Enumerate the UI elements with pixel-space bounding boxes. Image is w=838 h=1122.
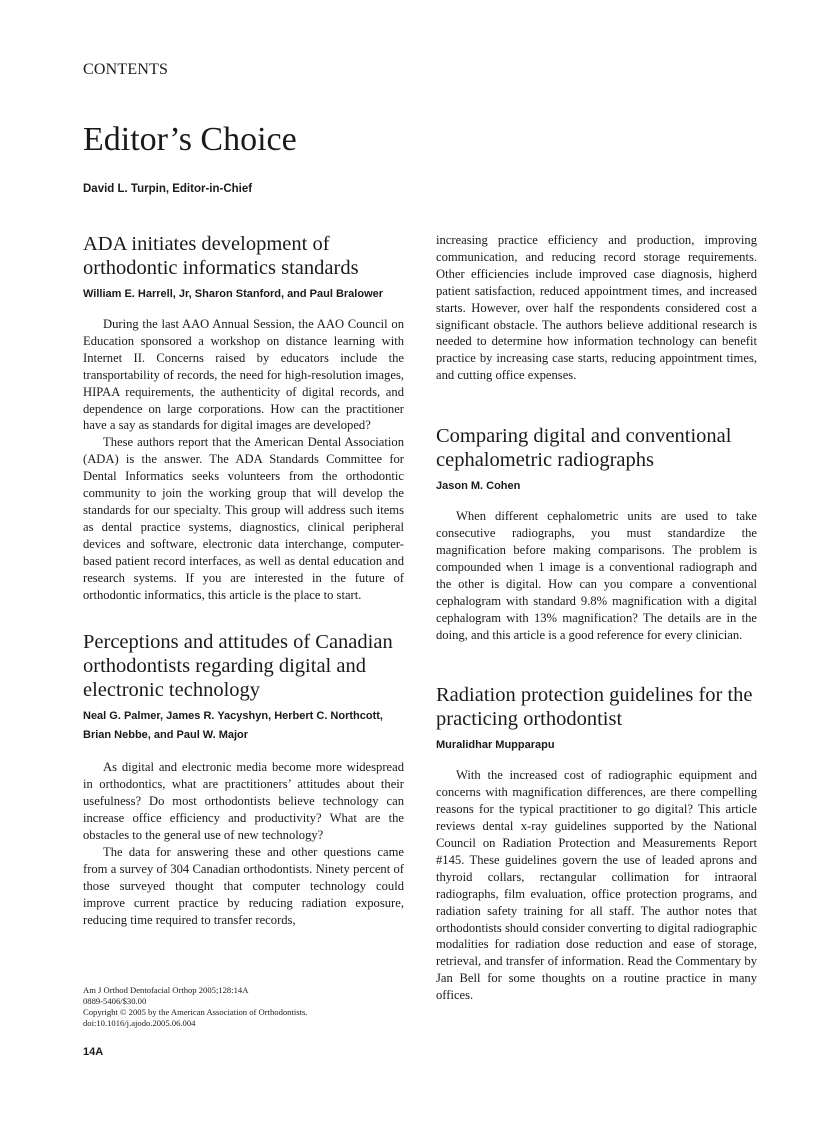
article-body [83,759,404,928]
doi: doi:10.1016/j.ajodo.2005.06.004 [83,1018,196,1028]
article-paragraph: With the increased cost of radiographic equipment and concerns with magnification differences, are there compelling reasons for the typical practitioner to go digital? This article reviews dental x-ray guidelines supported by the National Council on Radiation Protection and Measurements Report #145. These guidelines govern the use of leaded aprons and thyroid collars, rectangular collimation for intraoral radiographs, film evaluation, office protection programs, and radiation safety training for all staff. The author notes that orthodontists should consider converting to digital radiographic modalities for radiation dose reduction and ease of storage, retrieval, and transfer of information. Read the Commentary by Jan Bell for some thoughts on a routine practice in many offices. [436,768,757,1003]
copyright: Copyright © 2005 by the American Association of Orthodontists. [83,1007,308,1017]
editor-byline: David L. Turpin, Editor-in-Chief [83,183,253,195]
article-authors: William E. Harrell, Jr, Sharon Stanford, and Paul Bralower [83,288,384,300]
section-label: CONTENTS [83,61,169,78]
article-title: Perceptions and attitudes of Canadian orthodontists regarding digital and electronic technology [83,631,393,702]
article-authors: Muralidhar Mupparapu [436,739,555,752]
page-number: 14A [83,1046,104,1058]
left-column [83,232,404,928]
article-ada-standards [83,232,404,603]
article-paragraph: When different cephalometric units are used to take consecutive radiographs, you must standardize the magnification before making comparisons. The problem is compounded when 1 image is a conventional radiograph and the other is digital. How can you compare a conventional cephalogram with standard 9.8% magnification with a digital cephalogram with 13% magnification? The details are in the doing, and this article is a good reference for every clinician. [436,509,757,642]
article-canadian-orthodontists [83,630,404,928]
article-paragraph: As digital and electronic media become more widespread in orthodontics, what are practitioners’ attitudes about their usefulness? Do most orthodontists believe technology can increase office efficiency and productivity? What are the obstacles to the general use of new technology? [83,760,404,843]
journal-citation: Am J Orthod Dentofacial Orthop 2005;128:14A [83,985,249,995]
right-column [436,232,757,1004]
page-title: Editor’s Choice [83,121,297,158]
article-body [436,508,757,643]
article-paragraph: The data for answering these and other questions came from a survey of 304 Canadian orthodontists. Ninety percent of those surveyed thought that computer technology could improve current practice by reducing radiation exposure, reducing time required to transfer records, [83,844,404,927]
article-authors: Jason M. Cohen [436,480,521,493]
article-body [83,316,404,603]
article-continuation [436,232,757,384]
citation-footnote [83,985,307,1029]
article-cephalometric-radiographs [436,424,757,643]
article-radiation-protection [436,683,757,1004]
article-paragraph: These authors report that the American Dental Association (ADA) is the answer. The ADA Standards Committee for Dental Informatics seeks volunteers from the orthodontic community to join the working group that will develop the standards for our specialty. This group will address such items as dental practice systems, diagnostics, clinical peripheral devices and software, electronic data interchange, computer-based patient record interfaces, as well as dental education and research systems. If you are interested in the future of orthodontic informatics, this article is the place to start. [83,435,404,602]
article-body [436,767,757,1004]
article-paragraph: increasing practice efficiency and production, improving communication, and reducing record storage requirements. Other efficiencies include improved case diagnosis, higherd patient satisfaction, reduced appointment times, and increased starts. However, over half the respondents considered cost a significant obstacle. The authors believe additional research is needed to determine how information technology can benefit practice by increasing case starts, reducing appointment times, and cutting office expenses. [436,233,757,383]
article-title: Radiation protection guidelines for the practicing orthodontist [436,684,753,731]
article-title: Comparing digital and conventional cephalometric radiographs [436,425,732,472]
issn: 0889-5406/$30.00 [83,996,147,1006]
article-authors: Neal G. Palmer, James R. Yacyshyn, Herbert C. Northcott, Brian Nebbe, and Paul W. Major [83,710,383,742]
article-paragraph: During the last AAO Annual Session, the AAO Council on Education sponsored a workshop on distance learning with Internet II. Concerns raised by educators include the transportability of records, the need for high-resolution images, HIPAA requirements, the authenticity of digital records, and dependence on large corporations. How can the practitioner have a say as standards for digital images are developed? [83,317,404,433]
article-title: ADA initiates development of orthodontic informatics standards [83,233,359,279]
